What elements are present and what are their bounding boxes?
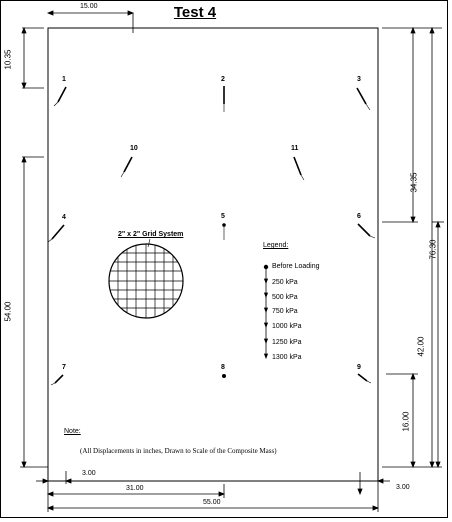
- dim-label-bottom-right-small: 3.00: [396, 484, 410, 491]
- dim-label-top-width: 15.00: [80, 3, 98, 10]
- dim-label-left-top: 10.35: [3, 49, 13, 70]
- dim-top-width: [48, 11, 133, 33]
- dim-label-left-lower: 54.00: [3, 301, 13, 322]
- note-title: Note:: [64, 428, 81, 435]
- vector-tails: [48, 102, 375, 385]
- point-label-2: 2: [221, 76, 225, 83]
- vector-point-3: [357, 88, 366, 104]
- dim-label-right-lower: 42.00: [416, 336, 426, 357]
- vector-point-11: [294, 157, 301, 175]
- point-label-1: 1: [62, 76, 66, 83]
- dim-label-bottom-left-small: 3.00: [82, 470, 96, 477]
- dim-left-top: [22, 28, 44, 88]
- vector-point-6: [358, 224, 370, 236]
- legend-item: 500 kPa: [272, 294, 298, 301]
- dim-label-right-upper: 34.35: [409, 172, 419, 193]
- legend-title: Legend:: [263, 242, 289, 249]
- diagram-title: Test 4: [173, 4, 217, 21]
- vector-point-4: [52, 225, 64, 239]
- legend-item: Before Loading: [272, 263, 320, 270]
- legend-symbols: [264, 265, 268, 358]
- point-label-3: 3: [357, 76, 361, 83]
- vector-point-1: [58, 87, 66, 102]
- vector-point-9: [358, 374, 367, 381]
- legend-item: 1000 kPa: [272, 323, 302, 330]
- vector-point-10: [124, 157, 132, 172]
- dim-label-bottom-total: 55.00: [203, 499, 221, 506]
- point-label-4: 4: [62, 214, 66, 221]
- grid-system-label: 2" x 2" Grid System: [118, 231, 184, 238]
- point-label-10: 10: [130, 145, 138, 152]
- point-label-7: 7: [62, 364, 66, 371]
- legend-item: 750 kPa: [272, 308, 298, 315]
- grid-label-leader: [148, 239, 150, 247]
- displacement-vectors: [52, 86, 370, 383]
- marker-point-5: [222, 223, 226, 227]
- point-label-8: 8: [221, 364, 225, 371]
- point-label-6: 6: [357, 213, 361, 220]
- point-label-11: 11: [291, 145, 299, 152]
- dim-label-right-total: 76.30: [428, 239, 438, 260]
- legend-item: 1250 kPa: [272, 339, 302, 346]
- point-label-5: 5: [221, 213, 225, 220]
- dim-label-bottom-center: 31.00: [126, 485, 144, 492]
- note-text: (All Displacements in inches, Drawn to Scale of the Composite Mass): [80, 447, 277, 455]
- marker-point-8: [222, 374, 226, 378]
- legend-item: 250 kPa: [272, 279, 298, 286]
- legend-item: 1300 kPa: [272, 354, 302, 361]
- point-label-9: 9: [357, 364, 361, 371]
- dim-left-lower: [20, 157, 48, 467]
- vector-point-7: [55, 375, 63, 383]
- specimen-boundary: [48, 28, 378, 481]
- dim-label-right-bottom: 16.00: [401, 411, 411, 432]
